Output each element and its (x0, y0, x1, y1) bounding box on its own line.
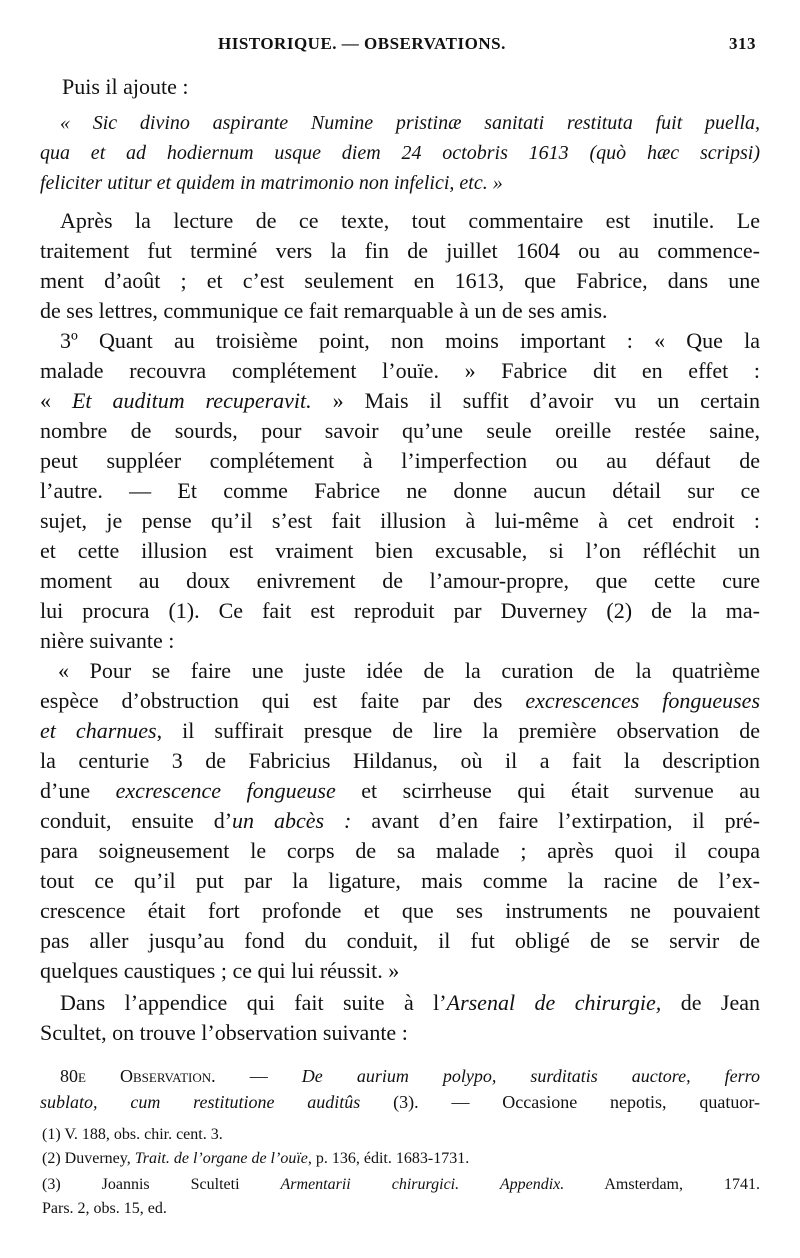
footnote-2: (2) Duverney, Trait. de l’organe de l’ouïe, p. 136, édit. 1683-1731. (42, 1150, 470, 1167)
paragraph-line: moment au doux enivrement de l’amour-propre, que cette cure (40, 568, 760, 593)
paragraph-line: la centurie 3 de Fabricius Hildanus, où il a fait la description (40, 748, 760, 773)
page-header (40, 34, 760, 58)
paragraph-line: Dans l’appendice qui fait suite à l’Arsenal de chirurgie, de Jean (60, 990, 760, 1015)
paragraph-line: tout ce qu’il put par la ligature, mais comme la racine de l’ex- (40, 868, 760, 893)
paragraph-line: d’une excrescence fongueuse et scirrheuse qui était survenue au (40, 778, 761, 803)
paragraph-line: et cette illusion est vraiment bien excusable, si l’on réfléchit un (40, 538, 760, 563)
paragraph-line: nombre de sourds, pour savoir qu’une seule oreille restée saine, (40, 418, 760, 443)
paragraph-line: sujet, je pense qu’il s’est fait illusion à lui-même à cet endroit : (40, 508, 760, 533)
paragraph-line: quelques caustiques ; ce qui lui réussit. » (40, 958, 400, 983)
paragraph-line: nière suivante : (40, 628, 175, 653)
paragraph-line: pas aller jusqu’au fond du conduit, il fut obligé de se servir de (40, 928, 760, 953)
paragraph-line: lui procura (1). Ce fait est reproduit par Duverney (2) de la ma- (40, 598, 760, 623)
quote-line: « Sic divino aspirante Numine pristinæ sanitati restituta fuit puella, (60, 112, 760, 134)
paragraph-line: peut suppléer complétement à l’imperfection ou au défaut de (40, 448, 760, 473)
page-number: 313 (729, 34, 756, 53)
footnote-3: (3) Joannis Sculteti Armentarii chirurgici. Appendix. Amsterdam, 1741. (42, 1176, 760, 1193)
paragraph-line: Puis il ajoute : (62, 74, 189, 99)
paragraph-line: « Et auditum recuperavit. » Mais il suffit d’avoir vu un certain (40, 388, 761, 413)
paragraph-line: malade recouvra complétement l’ouïe. » Fabrice dit en effet : (40, 358, 760, 383)
paragraph-line: de ses lettres, communique ce fait remarquable à un de ses amis. (40, 298, 608, 323)
paragraph-line: espèce d’obstruction qui est faite par des excrescences fongueuses (40, 688, 761, 713)
paragraph-line: Après la lecture de ce texte, tout commentaire est inutile. Le (60, 208, 760, 233)
paragraph-line: ment d’août ; et c’est seulement en 1613, que Fabrice, dans une (40, 268, 760, 293)
observation-heading: 80e Observation. — De aurium polypo, surditatis auctore, ferro (60, 1066, 761, 1086)
observation-line: sublato, cum restitutione auditûs (3). — Occasione nepotis, quatuor- (40, 1092, 760, 1112)
footnote-3-continued: Pars. 2, obs. 15, ed. (42, 1200, 167, 1217)
paragraph-line: para soigneusement le corps de sa malade ; après quoi il coupa (40, 838, 760, 863)
book-page (40, 30, 760, 1230)
paragraph-line: et charnues, il suffirait presque de lire la première observation de (40, 718, 761, 743)
paragraph-line: « Pour se faire une juste idée de la curation de la quatrième (58, 658, 760, 683)
paragraph-line: conduit, ensuite d’un abcès : avant d’en faire l’extirpation, il pré- (40, 808, 760, 833)
footnote-1: (1) V. 188, obs. chir. cent. 3. (42, 1126, 223, 1143)
quote-line: qua et ad hodiernum usque diem 24 octobris 1613 (quò hæc scripsi) (40, 142, 760, 164)
running-title: HISTORIQUE. — OBSERVATIONS. (218, 34, 506, 53)
paragraph-line: traitement fut terminé vers la fin de juillet 1604 ou au commence- (40, 238, 760, 263)
paragraph-line: l’autre. — Et comme Fabrice ne donne aucun détail sur ce (40, 478, 760, 503)
quote-line: feliciter utitur et quidem in matrimonio non infelici, etc. » (40, 172, 503, 194)
observation-label: 80e Observation. (60, 1066, 216, 1086)
paragraph-line: crescence était fort profonde et que ses instruments ne pouvaient (40, 898, 760, 923)
paragraph-line: 3º Quant au troisième point, non moins important : « Que la (60, 328, 760, 353)
paragraph-line: Scultet, on trouve l’observation suivante : (40, 1020, 408, 1045)
